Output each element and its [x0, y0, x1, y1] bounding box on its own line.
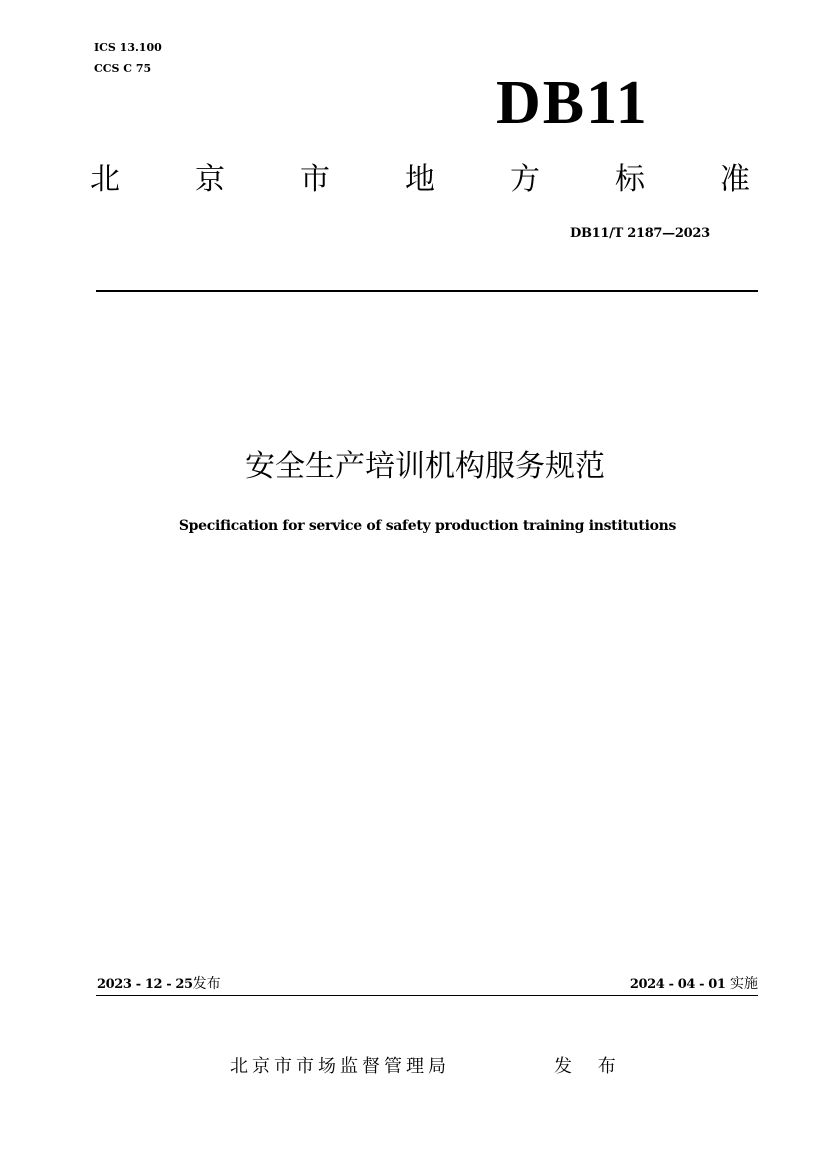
standard-type-char: 准 — [720, 162, 750, 197]
standard-type-heading — [90, 162, 750, 198]
implementation-date: 2024 - 04 - 01 — [629, 977, 726, 992]
implementation-date-line — [630, 974, 758, 995]
issue-date-line — [97, 974, 221, 995]
publish-label: 发 布 — [554, 1056, 626, 1077]
standard-type-char: 京 — [195, 162, 225, 197]
document-title-chinese: 安全生产培训机构服务规范 — [245, 449, 605, 484]
ics-code: ICS 13.100 — [94, 41, 162, 54]
db11-logo: DB11 — [496, 69, 649, 137]
document-title-english: Specification for service of safety production training institutions — [178, 518, 677, 534]
standard-number: DB11/T 2187—2023 — [570, 226, 710, 241]
implementation-label: 实施 — [730, 976, 758, 992]
standard-type-char: 标 — [615, 162, 645, 197]
standard-type-char: 市 — [300, 162, 330, 197]
standard-type-char: 北 — [90, 162, 120, 197]
publisher-name: 北京市市场监督管理局 — [230, 1056, 450, 1077]
header-divider — [96, 290, 758, 292]
issue-label: 发布 — [192, 976, 221, 992]
standard-type-char: 方 — [510, 162, 540, 197]
issue-date: 2023 - 12 - 25 — [97, 977, 193, 992]
standard-type-char: 地 — [405, 162, 435, 197]
ccs-code: CCS C 75 — [94, 62, 152, 75]
footer-divider — [96, 995, 758, 996]
